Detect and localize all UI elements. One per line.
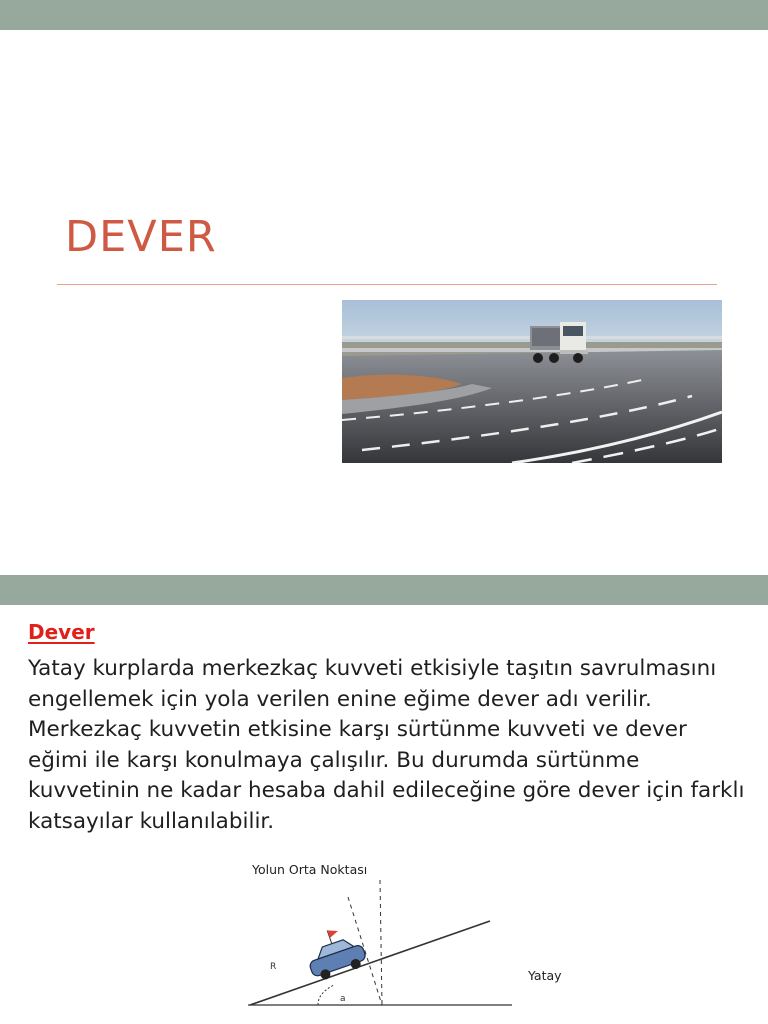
diagram-title: Yolun Orta Noktası xyxy=(252,862,368,877)
definition-paragraph: Yatay kurplarda merkezkaç kuvveti etkisiyle taşıtın savrulmasını engellemek için yola verilen enine eğime dever adı verilir. Merkezkaç kuvvetin etkisine karşı sürtünme kuvveti ve dever eğimi ile karşı konulmaya çalışılır. Bu durumda sürtünme kuvvetinin ne kadar hesaba dahil edileceğine göre dever için farklı katsayılar kullanılabilir. xyxy=(28,656,745,834)
header-band xyxy=(0,0,768,30)
angle-label: a xyxy=(340,994,346,1004)
section-band xyxy=(0,575,768,605)
horizontal-label: Yatay xyxy=(528,968,562,983)
radius-label: R xyxy=(270,962,277,972)
superelevation-diagram xyxy=(200,845,600,1024)
slide-title: DEVER xyxy=(65,212,217,262)
section-subtitle: Dever xyxy=(28,620,95,644)
title-divider xyxy=(57,284,717,285)
curved-road-truck-photo xyxy=(342,300,722,463)
road-photo-illustration xyxy=(342,300,722,463)
superelevation-drawing xyxy=(200,845,600,1024)
